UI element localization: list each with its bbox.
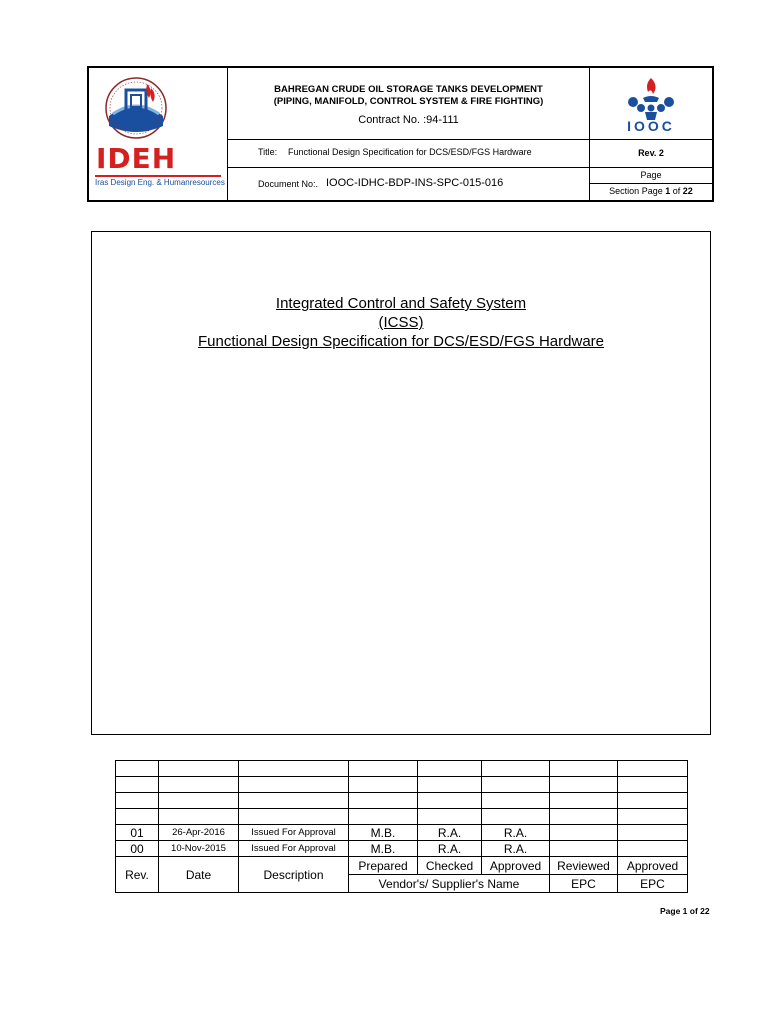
title-value: Functional Design Specification for DCS/ESD/FGS Hardware <box>288 147 532 157</box>
section-page-total: 22 <box>682 186 693 196</box>
page-footer: Page 1 of 22 <box>660 906 710 916</box>
main-title-line2: (ICSS) <box>378 314 424 331</box>
header-epc: EPC <box>618 875 688 893</box>
table-row <box>116 761 688 777</box>
iooc-logo <box>590 68 712 140</box>
header-date: Date <box>159 857 239 893</box>
header-epc: EPC <box>550 875 618 893</box>
document-number-cell <box>228 168 590 200</box>
checked-cell: R.A. <box>418 825 482 841</box>
rev-cell: 01 <box>116 825 159 841</box>
title-label: Title: <box>258 147 278 157</box>
contract-value: :94-111 <box>423 114 459 126</box>
approved-cell: R.A. <box>482 825 550 841</box>
project-title-line1: BAHREGAN CRUDE OIL STORAGE TANKS DEVELOPMENT <box>274 84 543 95</box>
section-page-cell <box>590 184 712 200</box>
header-vendor: Vendor's/ Supplier's Name <box>349 875 550 893</box>
description-cell: Issued For Approval <box>239 825 349 841</box>
revision-cell <box>590 140 712 168</box>
approved-epc-cell <box>618 825 688 841</box>
ideh-subtitle: Iras Design Eng. & Humanresources <box>95 178 225 187</box>
approved-epc-cell <box>618 841 688 857</box>
section-page-of: of <box>672 186 681 196</box>
reviewed-cell <box>550 825 618 841</box>
header-prepared: Prepared <box>349 857 418 875</box>
ideh-wordmark: IDEH <box>96 142 177 175</box>
cover-frame <box>91 231 711 735</box>
table-row <box>116 841 688 857</box>
checked-cell: R.A. <box>418 841 482 857</box>
document-number-value: IOOC-IDHC-BDP-INS-SPC-015-016 <box>326 177 504 189</box>
header-approved: Approved <box>482 857 550 875</box>
title-cell <box>228 140 590 168</box>
header-description: Description <box>239 857 349 893</box>
reviewed-cell <box>550 841 618 857</box>
iooc-wordmark: IOOC <box>627 118 675 134</box>
ideh-emblem-icon <box>99 76 173 140</box>
rev-cell: 00 <box>116 841 159 857</box>
document-header <box>87 66 714 202</box>
page-label: Page <box>640 170 662 180</box>
prepared-cell: M.B. <box>349 825 418 841</box>
date-cell: 10-Nov-2015 <box>159 841 239 857</box>
project-title-line2: (PIPING, MANIFOLD, CONTROL SYSTEM & FIRE FIGHTING) <box>273 96 544 107</box>
ideh-rule <box>95 175 221 177</box>
main-title-line1: Integrated Control and Safety System <box>275 295 527 312</box>
description-cell: Issued For Approval <box>239 841 349 857</box>
revision-number: Rev. 2 <box>638 148 664 158</box>
header-reviewed: Reviewed <box>550 857 618 875</box>
section-page-prefix: Section Page <box>609 186 663 196</box>
table-row <box>116 777 688 793</box>
contract-number <box>228 114 589 126</box>
page-label-cell <box>590 168 712 184</box>
header-approved-epc: Approved <box>618 857 688 875</box>
section-page <box>590 186 712 196</box>
document-number-label: Document No:. <box>258 179 319 189</box>
header-rev: Rev. <box>116 857 159 893</box>
project-cell <box>228 68 590 140</box>
approved-cell: R.A. <box>482 841 550 857</box>
revision-table <box>115 760 688 893</box>
section-page-number: 1 <box>665 186 671 196</box>
prepared-cell: M.B. <box>349 841 418 857</box>
ideh-logo <box>89 68 228 200</box>
header-checked: Checked <box>418 857 482 875</box>
main-title-line3: Functional Design Specification for DCS/ESD/FGS Hardware <box>198 333 604 350</box>
table-header-row <box>116 857 688 875</box>
date-cell: 26-Apr-2016 <box>159 825 239 841</box>
table-row <box>116 825 688 841</box>
contract-label: Contract No. <box>358 114 420 126</box>
table-row <box>116 793 688 809</box>
table-row <box>116 809 688 825</box>
